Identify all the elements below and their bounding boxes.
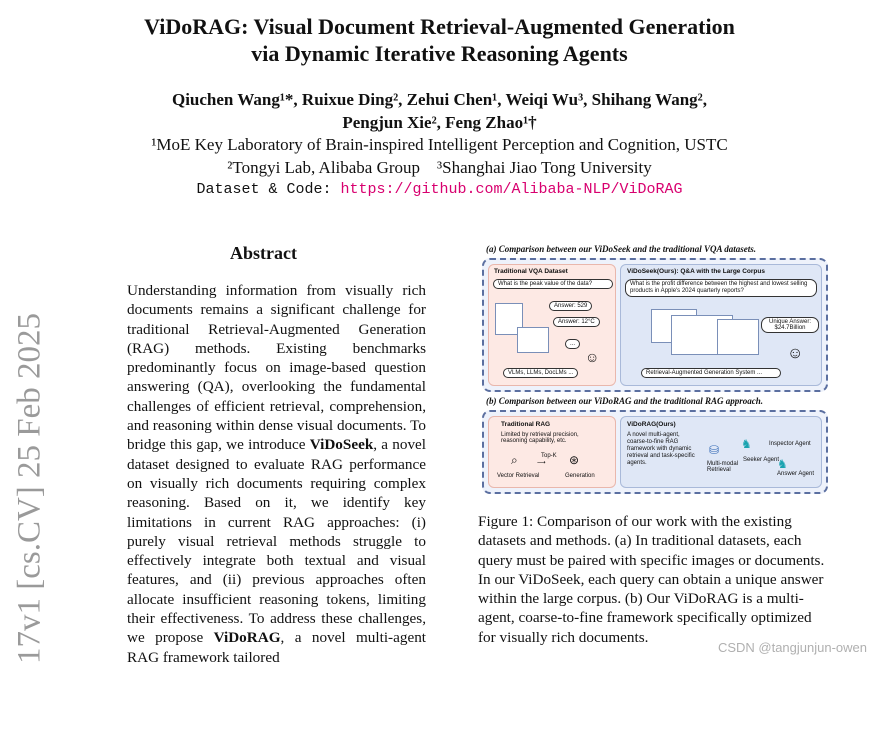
figure-1-caption: Figure 1: Comparison of our work with the existing datasets and methods. (a) In traditional datasets, each query must be paired with specific images or documents. In our ViDoSeek, each query can obtain a unique answer within the large corpus. (b) Our ViDoRAG is a multi-agent, coarse-to-fine framework specifically optimized for visually rich documents. xyxy=(478,513,825,646)
panel-b xyxy=(482,410,828,494)
traditional-rag-box xyxy=(488,416,616,488)
panel-b-caption: (b) Comparison between our ViDoRAG and the traditional RAG approach. xyxy=(486,396,764,406)
traditional-answer-1: Answer: 529 xyxy=(549,301,592,311)
traditional-vqa-box xyxy=(488,264,616,386)
traditional-rag-title: Traditional RAG xyxy=(501,421,551,428)
abstract-bold-vidorag: ViDoRAG xyxy=(213,629,281,647)
abstract-bold-vidoseek: ViDoSeek xyxy=(309,436,374,454)
abstract-text-1: Understanding information from visually rich documents remains a significant challenge for traditional Retrieval-Augmented Generation (RAG) methods. Existing benchmarks predominantly focus on image-based question answering (QA), overlooking the fundamental challenges of efficient retrieval, comprehension, and reasoning within dense visual documents. To bridge this gap, we introduce xyxy=(127,282,426,454)
multimodal-retrieval-label: Multi-modal Retrieval xyxy=(707,461,739,473)
traditional-rag-desc: Limited by retrieval precision, reasoning capability, etc. xyxy=(501,432,579,444)
inspector-agent-label: Inspector Agent xyxy=(769,441,811,447)
arxiv-stamp: 17v1 [cs.CV] 25 Feb 2025 xyxy=(11,312,48,665)
seeker-agent-label: Seeker Agent xyxy=(743,457,780,463)
doc-thumbnail xyxy=(517,327,549,353)
vidoseek-box xyxy=(620,264,822,386)
search-icon: ⌕ xyxy=(511,453,518,467)
traditional-vqa-title: Traditional VQA Dataset xyxy=(494,268,568,275)
traditional-ellipsis: ... xyxy=(565,339,580,349)
topk-label: Top-K xyxy=(541,453,557,459)
corpus-doc-3 xyxy=(717,319,759,355)
abstract-body xyxy=(127,281,426,667)
affiliation-line2: ²Tongyi Lab, Alibaba Group ³Shanghai Jiao Tong University xyxy=(227,158,652,177)
arrow-icon: ⟶ xyxy=(537,460,546,466)
rag-system-label: Retrieval-Augmented Generation System ... xyxy=(641,368,781,378)
vidoseek-title: ViDoSeek(Ours): Q&A with the Large Corpus xyxy=(627,268,765,275)
vidorag-box xyxy=(620,416,822,488)
unique-answer: Unique Answer: $24.7Billion xyxy=(761,317,819,333)
vidorag-desc: A novel multi-agent, coarse-to-fine RAG framework with dynamic retrieval and task-specific agents. xyxy=(627,432,695,466)
robot-icon: ♞ xyxy=(741,437,752,451)
authors-line2: Pengjun Xie², Feng Zhao¹† xyxy=(342,113,537,132)
github-link[interactable]: https://github.com/Alibaba-NLP/ViDoRAG xyxy=(340,181,683,198)
smiley-icon: ☺ xyxy=(585,349,600,365)
generation-label: Generation xyxy=(565,473,595,479)
traditional-vqa-question: What is the peak value of the data? xyxy=(493,279,613,289)
vidorag-title: ViDoRAG(Ours) xyxy=(627,421,676,428)
affiliation-line1: ¹MoE Key Laboratory of Brain-inspired Intelligent Perception and Cognition, USTC xyxy=(151,135,728,154)
code-link-line xyxy=(0,180,879,198)
paper-title-line2: via Dynamic Iterative Reasoning Agents xyxy=(251,41,628,66)
robot-icon-2: ♞ xyxy=(777,457,788,471)
abstract-text-2: , a novel dataset designed to evaluate RAG performance on visually rich documents requiring complex reasoning. Based on it, we identify key limitations in current RAG approaches: (i) purely visual retrieval methods struggle to effectively integrate both textual and visual features, and (ii) previous approaches often allocate insufficient reasoning tokens, limiting their effectiveness. To address these challenges, we propose xyxy=(127,436,427,647)
panel-a xyxy=(482,258,828,392)
answer-agent-label: Answer Agent xyxy=(777,471,815,477)
panel-a-caption: (a) Comparison between our ViDoSeek and the traditional VQA datasets. xyxy=(486,244,757,254)
code-label: Dataset & Code: xyxy=(196,181,341,198)
paper-title-line1: ViDoRAG: Visual Document Retrieval-Augmented Generation xyxy=(144,14,735,39)
vector-retrieval-label: Vector Retrieval xyxy=(497,473,540,479)
vidoseek-question: What is the profit difference between the highest and lowest selling products in Apple's 2024 quarterly reports? xyxy=(625,279,817,297)
abstract-heading: Abstract xyxy=(230,243,297,263)
traditional-answer-2: Answer: 12°C xyxy=(553,317,600,327)
watermark: CSDN @tangjunjun-owen xyxy=(717,640,867,655)
authors-line1: Qiuchen Wang¹*, Ruixue Ding², Zehui Chen¹, Weiqi Wu³, Shihang Wang², xyxy=(171,90,708,109)
smiley-icon-2: ☺ xyxy=(787,345,804,362)
database-icon: ⛁ xyxy=(709,443,720,457)
abstract-text-3: , a novel multi-agent RAG framework tailored xyxy=(127,629,427,666)
traditional-models: VLMs, LLMs, DocLMs ... xyxy=(503,368,578,378)
figure-1 xyxy=(480,244,830,496)
openai-icon: ⊛ xyxy=(569,453,580,467)
